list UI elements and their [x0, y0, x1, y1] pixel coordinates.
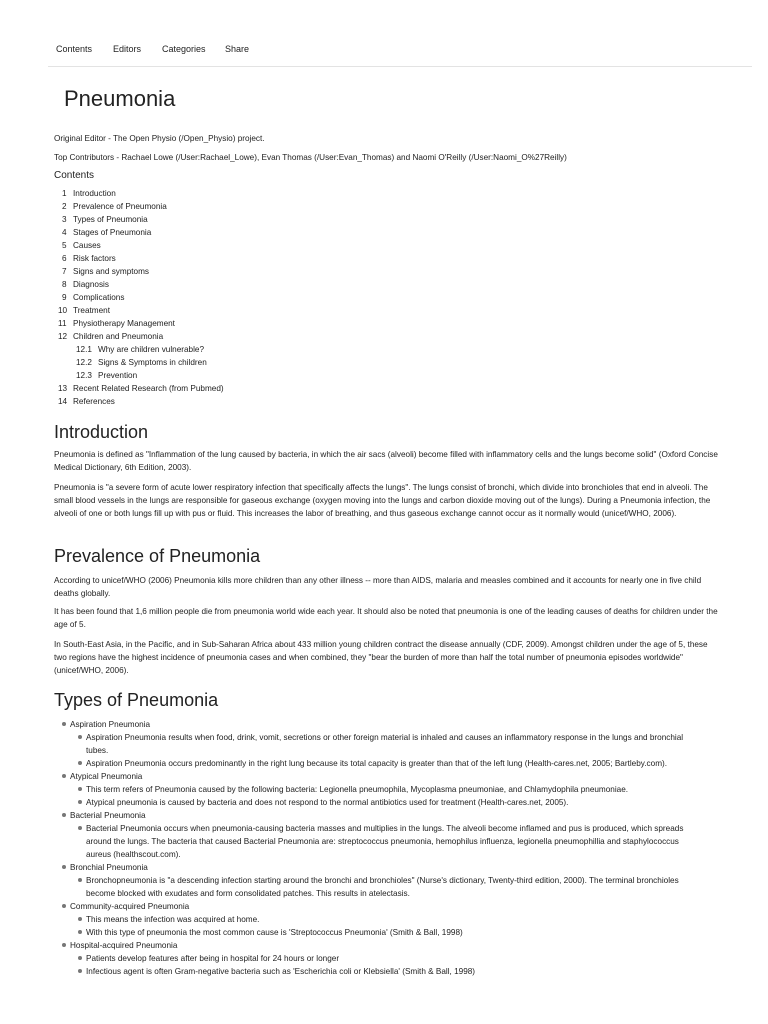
toc-item-label[interactable]: Types of Pneumonia [73, 215, 148, 224]
toc-item[interactable] [62, 280, 109, 289]
prevalence-paragraph-2: It has been found that 1,6 million people die from pneumonia world wide each year. It should also be noted that pneumonia is one of the leading causes of deaths for children under the age of 5. [54, 607, 718, 629]
type-item-detail: Infectious agent is often Gram-negative bacteria such as 'Escherichia coli or Klebsiella' (Smith & Ball, 1998) [86, 967, 476, 976]
toc-item-label[interactable]: Signs & Symptoms in children [98, 358, 207, 367]
type-item-detail: Aspiration Pneumonia occurs predominantly in the right lung because its total capacity is greater than that of the left lung (Health-cares.net, 2005; Bartleby.com). [86, 759, 668, 768]
toc-item-number: 9 [62, 293, 67, 302]
toc-item-number: 12 [58, 332, 68, 341]
bullet-icon [62, 865, 66, 869]
toc-item[interactable] [62, 228, 151, 237]
toc-title: Contents [54, 170, 95, 181]
toc-item-label[interactable]: Physiotherapy Management [73, 319, 175, 328]
toc-item-number: 2 [62, 202, 67, 211]
type-item-detail: Bacterial Pneumonia occurs when pneumonia-causing bacteria masses and multiplies in the lungs. The alveoli become inflamed and pus is produced, which spreads around the lungs. The bacteria that caused Bacterial Pneumonia are: streptococcus pneumonia, hemophilus influenza, legionella pneumophillia and staphylococcus aureus (healthscout.com). [86, 824, 684, 859]
toc-item-number: 7 [62, 267, 67, 276]
prevalence-paragraph-1: According to unicef/WHO (2006) Pneumonia kills more children than any other illness -- more than AIDS, malaria and measles combined and it accounts for nearly one in five child deaths globally. [54, 576, 702, 598]
toc-item-number: 5 [62, 241, 67, 250]
toc-item-label[interactable]: Signs and symptoms [73, 267, 149, 276]
type-item-label: Hospital-acquired Pneumonia [70, 941, 178, 950]
bullet-icon [78, 787, 82, 791]
top-nav [48, 0, 752, 67]
bullet-icon [78, 969, 82, 973]
heading-introduction: Introduction [54, 422, 149, 442]
toc-item-number: 12.1 [76, 345, 92, 354]
bullet-icon [78, 956, 82, 960]
toc-item-label[interactable]: Children and Pneumonia [73, 332, 164, 341]
nav-contents[interactable]: Contents [56, 44, 93, 54]
bullet-icon [78, 930, 82, 934]
type-item-detail: Patients develop features after being in hospital for 24 hours or longer [86, 954, 340, 963]
type-item-label: Bacterial Pneumonia [70, 811, 146, 820]
toc-item[interactable] [62, 215, 148, 224]
prevalence-paragraph-3: In South-East Asia, in the Pacific, and in Sub-Saharan Africa about 433 million young children contract the disease annually (CDF, 2009). Amongst children under the age of 5, these two regions have the highest incidence of pneumonia cases and when combined, they "bear the burden of more than half the total number of pneumonia episodes worldwide" (unicef/WHO, 2006). [54, 640, 708, 675]
bullet-icon [78, 761, 82, 765]
toc-item-label[interactable]: Treatment [73, 306, 111, 315]
toc-item[interactable] [62, 241, 101, 250]
toc-item-label[interactable]: Prevalence of Pneumonia [73, 202, 167, 211]
type-item-detail: This means the infection was acquired at home. [86, 915, 260, 924]
toc-item-label[interactable]: References [73, 397, 115, 406]
toc-item-label[interactable]: Stages of Pneumonia [73, 228, 152, 237]
toc-item[interactable] [58, 319, 175, 328]
type-item-label: Bronchial Pneumonia [70, 863, 148, 872]
toc-item[interactable] [58, 306, 110, 315]
toc-item-number: 13 [58, 384, 68, 393]
toc-item-label[interactable]: Introduction [73, 189, 116, 198]
bullet-icon [62, 904, 66, 908]
bullet-icon [78, 826, 82, 830]
nav-categories[interactable]: Categories [162, 44, 206, 54]
bullet-icon [78, 800, 82, 804]
intro-paragraph-1: Pneumonia is defined as "Inflammation of the lung caused by bacteria, in which the air sacs (alveoli) become filled with inflammatory cells and the lungs become solid" (Oxford Concise Medical Dictionary, 6th Edition, 2003). [54, 450, 718, 472]
toc-item-number: 1 [62, 189, 67, 198]
type-item-detail: This term refers of Pneumonia caused by the following bacteria: Legionella pneumophila, Mycoplasma pneumoniae, and Chlamydophila pneumoniae. [86, 785, 629, 794]
toc-item[interactable] [76, 358, 207, 367]
toc-item-number: 12.2 [76, 358, 92, 367]
toc-item-label[interactable]: Prevention [98, 371, 138, 380]
bullet-icon [62, 722, 66, 726]
toc-item[interactable] [62, 293, 124, 302]
toc-item-number: 6 [62, 254, 67, 263]
heading-types: Types of Pneumonia [54, 690, 219, 710]
toc-item-number: 4 [62, 228, 67, 237]
bullet-icon [78, 917, 82, 921]
nav-share[interactable]: Share [225, 44, 250, 54]
type-item-detail: Atypical pneumonia is caused by bacteria and does not respond to the normal antibiotics used for treatment (Health-cares.net, 2005). [86, 798, 569, 807]
toc-item-number: 11 [58, 319, 67, 328]
toc-item[interactable] [62, 267, 149, 276]
type-item-detail: Aspiration Pneumonia results when food, drink, vomit, secretions or other foreign material is inhaled and causes an inflammatory response in the lungs and bronchial tubes. [86, 733, 684, 755]
toc-item-label[interactable]: Causes [73, 241, 101, 250]
toc-item[interactable] [62, 202, 167, 211]
toc-item[interactable] [58, 384, 224, 393]
toc-item-number: 3 [62, 215, 67, 224]
bullet-icon [78, 735, 82, 739]
type-item-label: Aspiration Pneumonia [70, 720, 151, 729]
toc-item-label[interactable]: Diagnosis [73, 280, 109, 289]
toc-item-label[interactable]: Complications [73, 293, 125, 302]
toc-item-label[interactable]: Recent Related Research (from Pubmed) [73, 384, 224, 393]
nav-editors[interactable]: Editors [113, 44, 142, 54]
toc-item-number: 10 [58, 306, 68, 315]
toc-item[interactable] [58, 332, 163, 341]
toc-item[interactable] [62, 254, 116, 263]
toc-item-number: 8 [62, 280, 67, 289]
bullet-icon [62, 813, 66, 817]
toc-item[interactable] [76, 371, 137, 380]
heading-prevalence: Prevalence of Pneumonia [54, 546, 261, 566]
bullet-icon [78, 878, 82, 882]
toc-item[interactable] [76, 345, 204, 354]
top-contributors: Top Contributors - Rachael Lowe (/User:Rachael_Lowe), Evan Thomas (/User:Evan_Thomas) and Naomi O'Reilly (/User:Naomi_O%27Reilly) [54, 153, 567, 162]
type-item-label: Community-acquired Pneumonia [70, 902, 190, 911]
toc-item-label[interactable]: Risk factors [73, 254, 116, 263]
type-item-label: Atypical Pneumonia [70, 772, 143, 781]
toc-item-number: 12.3 [76, 371, 92, 380]
original-editor: Original Editor - The Open Physio (/Open_Physio) project. [54, 134, 265, 143]
toc-item-label[interactable]: Why are children vulnerable? [98, 345, 205, 354]
page-title: Pneumonia [64, 86, 176, 111]
toc-item[interactable] [58, 397, 115, 406]
type-item-detail: Bronchopneumonia is "a descending infection starting around the bronchi and bronchioles" (Nurse's dictionary, Twenty-third edition, 2000). The terminal bronchioles become blocked with exudates and form consolidated patches. This results in atelectasis. [86, 876, 679, 898]
intro-paragraph-2: Pneumonia is "a severe form of acute lower respiratory infection that specifically affects the lungs". The lungs consist of bronchi, which divide into bronchioles that end in alveoli. The small blood vessels in the lungs are responsible for gaseous exchange (oxygen moving into the lungs and carbon dioxide moving out of the lungs). During a Pneumonia infection, the alveoli of one or both lungs fill up with pus or fluid. This increases the labor of breathing, and thus gaseous exchange cannot occur as it normally would (unicef/WHO, 2006). [54, 483, 711, 518]
bullet-icon [62, 774, 66, 778]
type-item-detail: With this type of pneumonia the most common cause is 'Streptococcus Pneumonia' (Smith & Ball, 1998) [86, 928, 463, 937]
bullet-icon [62, 943, 66, 947]
toc-item[interactable] [62, 189, 116, 198]
toc-item-number: 14 [58, 397, 68, 406]
